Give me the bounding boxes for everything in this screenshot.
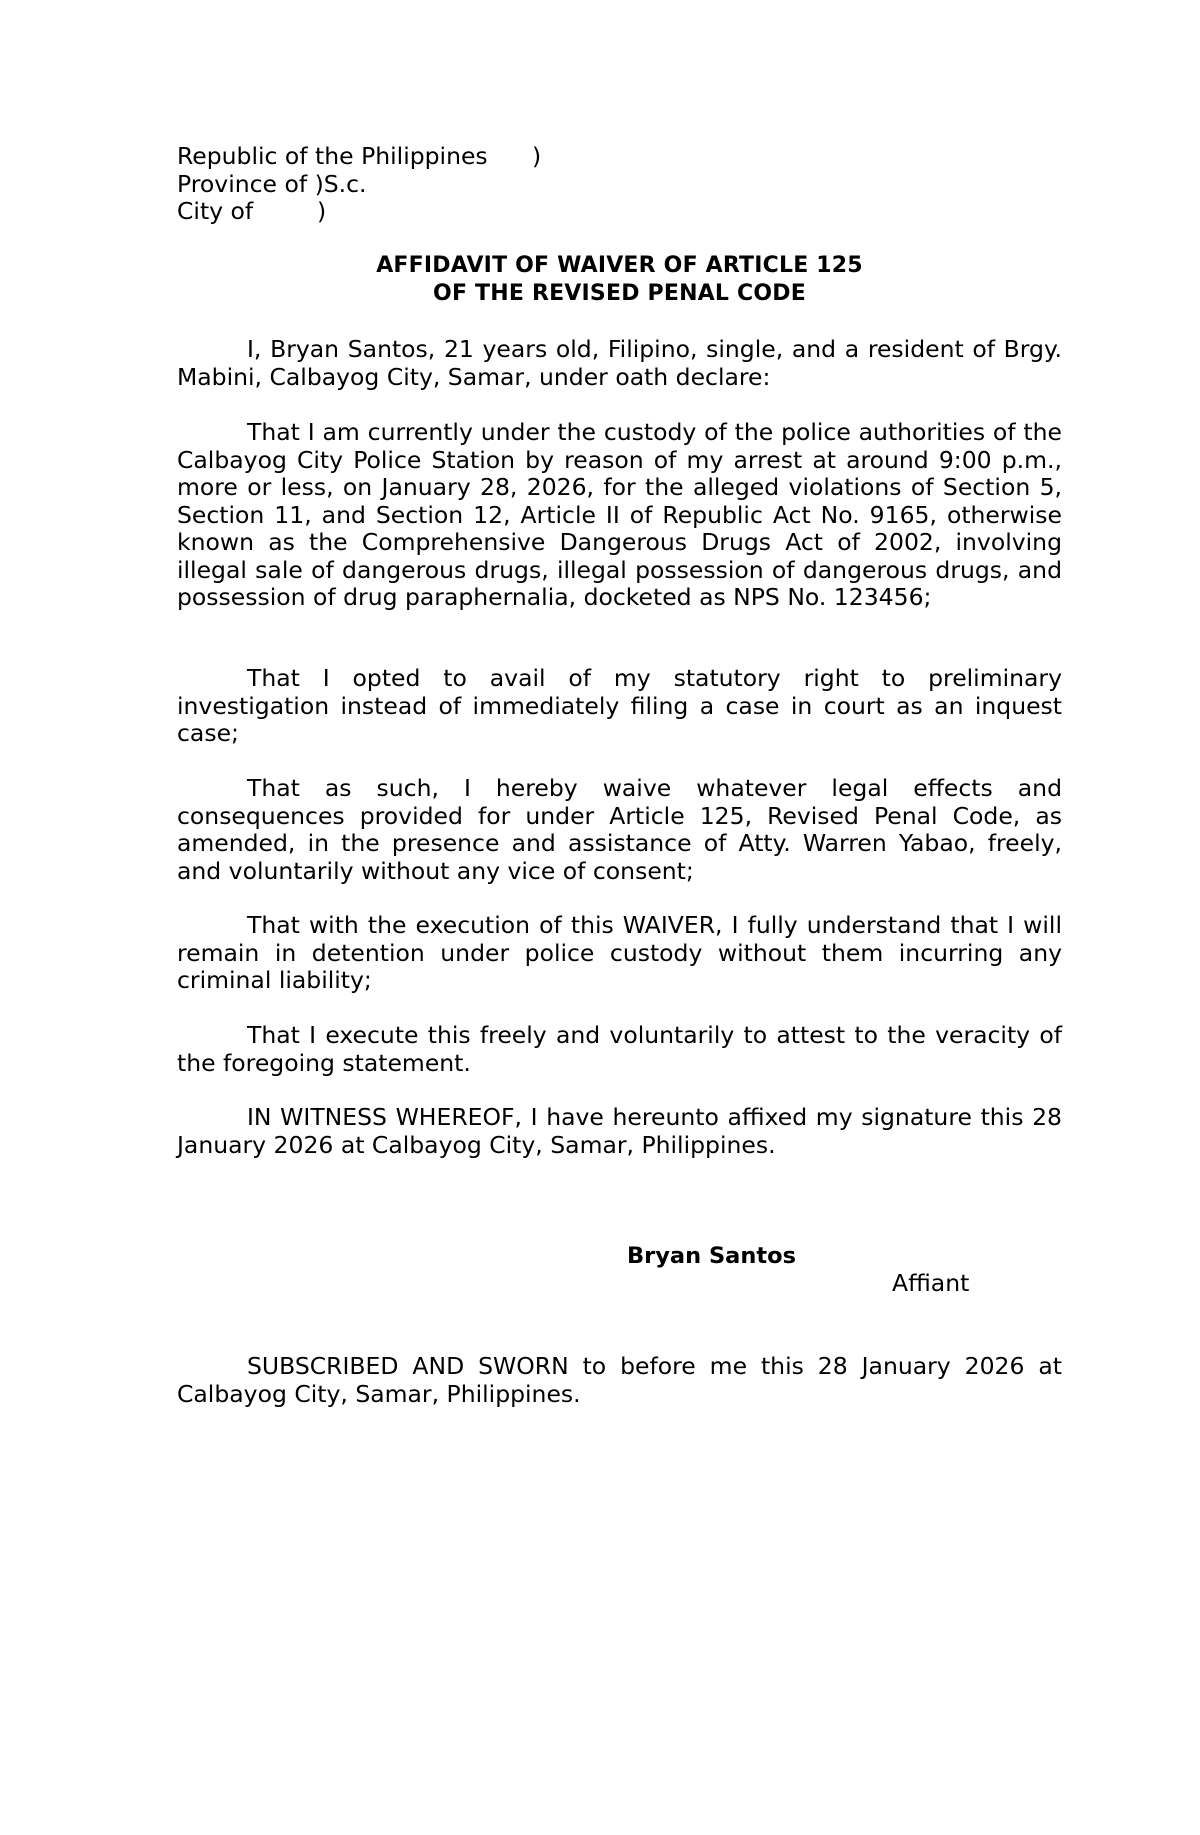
venue-republic-paren: ) [532,142,542,170]
document-title [177,252,1062,308]
venue-province-text: Province of )S.c. [177,169,367,198]
intro-paragraph: I, Bryan Santos, 21 years old, Filipino, single, and a resident of Brgy. Mabini, Calbayog City, Samar, under oath declare: [177,335,1062,391]
venue-city-paren: ) [317,197,327,225]
venue-republic-label: Republic of the Philippines [177,142,488,170]
venue-block [177,143,777,226]
affiant-label: Affiant [892,1269,970,1297]
venue-line-city [177,198,777,226]
veracity-paragraph: That I execute this freely and voluntarily to attest to the veracity of the foregoing statement. [177,1021,1062,1077]
preliminary-investigation-paragraph: That I opted to avail of my statutory right to preliminary investigation instead of immediately filing a case in court as an inquest case; [177,664,1062,747]
title-line-1: AFFIDAVIT OF WAIVER OF ARTICLE 125 [376,253,863,278]
venue-city-label: City of [177,197,254,225]
jurat-paragraph: SUBSCRIBED AND SWORN to before me this 28 January 2026 at Calbayog City, Samar, Philippines. [177,1352,1062,1408]
affiant-name: Bryan Santos [627,1243,796,1269]
witness-paragraph: IN WITNESS WHEREOF, I have hereunto affixed my signature this 28 January 2026 at Calbayog City, Samar, Philippines. [177,1103,1062,1159]
venue-line-province [177,171,777,199]
waiver-paragraph: That as such, I hereby waive whatever legal effects and consequences provided for under Article 125, Revised Penal Code, as amended, in the presence and assistance of Atty. Warren Yabao, freely, and voluntarily without any vice of consent; [177,774,1062,885]
venue-line-republic [177,143,777,171]
detention-paragraph: That with the execution of this WAIVER, I fully understand that I will remain in detention under police custody without them incurring any criminal liability; [177,911,1062,994]
title-line-2: OF THE REVISED PENAL CODE [433,281,806,306]
custody-paragraph: That I am currently under the custody of the police authorities of the Calbayog City Police Station by reason of my arrest at around 9:00 p.m., more or less, on January 28, 2026, for the alleged violations of Section 5, Section 11, and Section 12, Article II of Republic Act No. 9165, otherwise known as the Comprehensive Dangerous Drugs Act of 2002, involving illegal sale of dangerous drugs, illegal possession of dangerous drugs, and possession of drug paraphernalia, docketed as NPS No. 123456; [177,418,1062,611]
